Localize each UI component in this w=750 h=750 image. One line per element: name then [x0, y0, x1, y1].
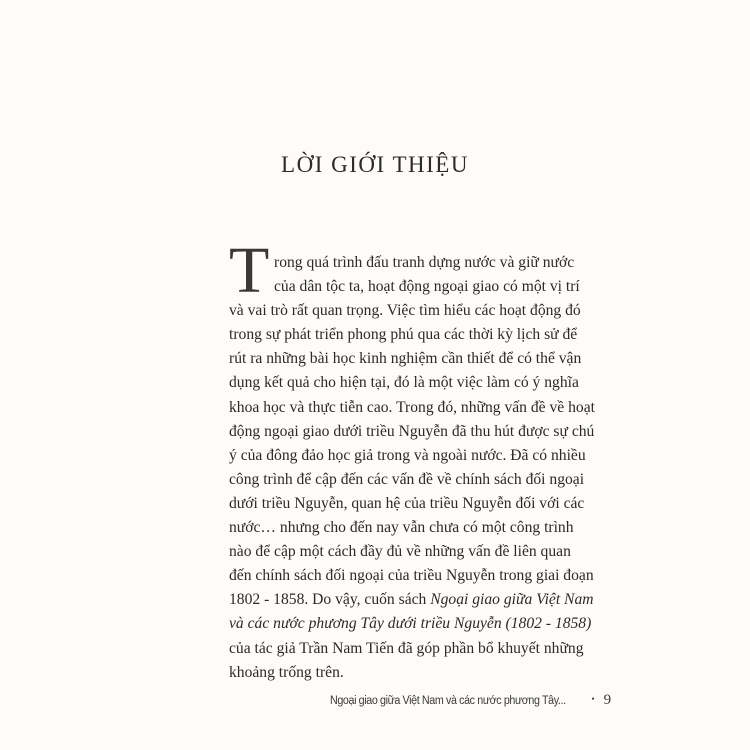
text-line-content: nước… nhưng cho đến nay vẫn chưa có một công trình: [229, 519, 574, 537]
text-line-content: của tác giả Trần Nam Tiến đã góp phần bổ khuyết những: [229, 639, 584, 657]
text-line: [229, 516, 574, 540]
text-line: [229, 420, 595, 444]
text-line: [229, 275, 580, 299]
text-line-content: khoảng trống trên.: [229, 663, 344, 681]
text-line-content: 1802 - 1858. Do vậy, cuốn sách: [229, 591, 431, 609]
text-line-content: rong quá trình đấu tranh dựng nước và giữ nước: [274, 254, 575, 271]
text-line: [229, 323, 578, 347]
text-line-content: và vai trò rất quan trọng. Việc tìm hiểu các hoạt động đó: [229, 302, 581, 320]
text-line-content: dưới triều Nguyễn, quan hệ của triều Nguyễn đối với các: [229, 494, 585, 512]
chapter-title: LỜI GIỚI THIỆU: [281, 152, 469, 177]
book-title-italic: và các nước phương Tây dưới triều Nguyễn (1802 - 1858): [229, 615, 592, 633]
text-line-content: nào để cập một cách đầy đủ về những vấn đề liên quan: [229, 543, 571, 561]
text-line-content: rút ra những bài học kinh nghiệm cần thiết để có thể vận: [229, 350, 582, 368]
text-line: [229, 444, 586, 468]
page-number: 9: [603, 692, 612, 708]
running-title: Ngoại giao giữa Việt Nam và các nước phương Tây...: [330, 695, 566, 707]
text-line: [229, 396, 595, 420]
text-line-content: khoa học và thực tiễn cao. Trong đó, những vấn đề về hoạt: [229, 398, 595, 416]
text-line: [229, 299, 581, 323]
footer-bullet: •: [591, 694, 595, 704]
text-line: [229, 612, 592, 636]
text-line-content: động ngoại giao dưới triều Nguyễn đã thu hút được sự chú: [229, 422, 595, 440]
text-line-content: của dân tộc ta, hoạt động ngoại giao có một vị trí: [274, 278, 580, 296]
text-line: [229, 347, 582, 371]
text-line: [229, 564, 594, 588]
body-paragraph: [229, 251, 595, 685]
text-line-content: dụng kết quả cho hiện tại, đó là một việc làm có ý nghĩa: [229, 374, 579, 392]
text-line: [229, 540, 571, 564]
text-line-content: công trình để cập đến các vấn đề về chính sách đối ngoại: [229, 470, 585, 488]
text-line-content: đến chính sách đối ngoại của triều Nguyễn trong giai đoạn: [229, 567, 594, 585]
page-footer: [330, 692, 612, 709]
text-line: [229, 468, 585, 492]
drop-cap-letter: T: [229, 234, 270, 307]
text-line: [229, 661, 556, 685]
text-line-content: ý của đông đảo học giả trong và ngoài nước. Đã có nhiều: [229, 446, 586, 464]
text-line-content: trong sự phát triển phong phú qua các thời kỳ lịch sử để: [229, 326, 578, 344]
text-line: [229, 371, 579, 395]
book-title-italic: Ngoại giao giữa Việt Nam: [430, 591, 594, 609]
text-line: [229, 637, 584, 661]
text-line: [229, 492, 585, 516]
text-line: [229, 251, 575, 275]
text-line: [229, 588, 594, 612]
